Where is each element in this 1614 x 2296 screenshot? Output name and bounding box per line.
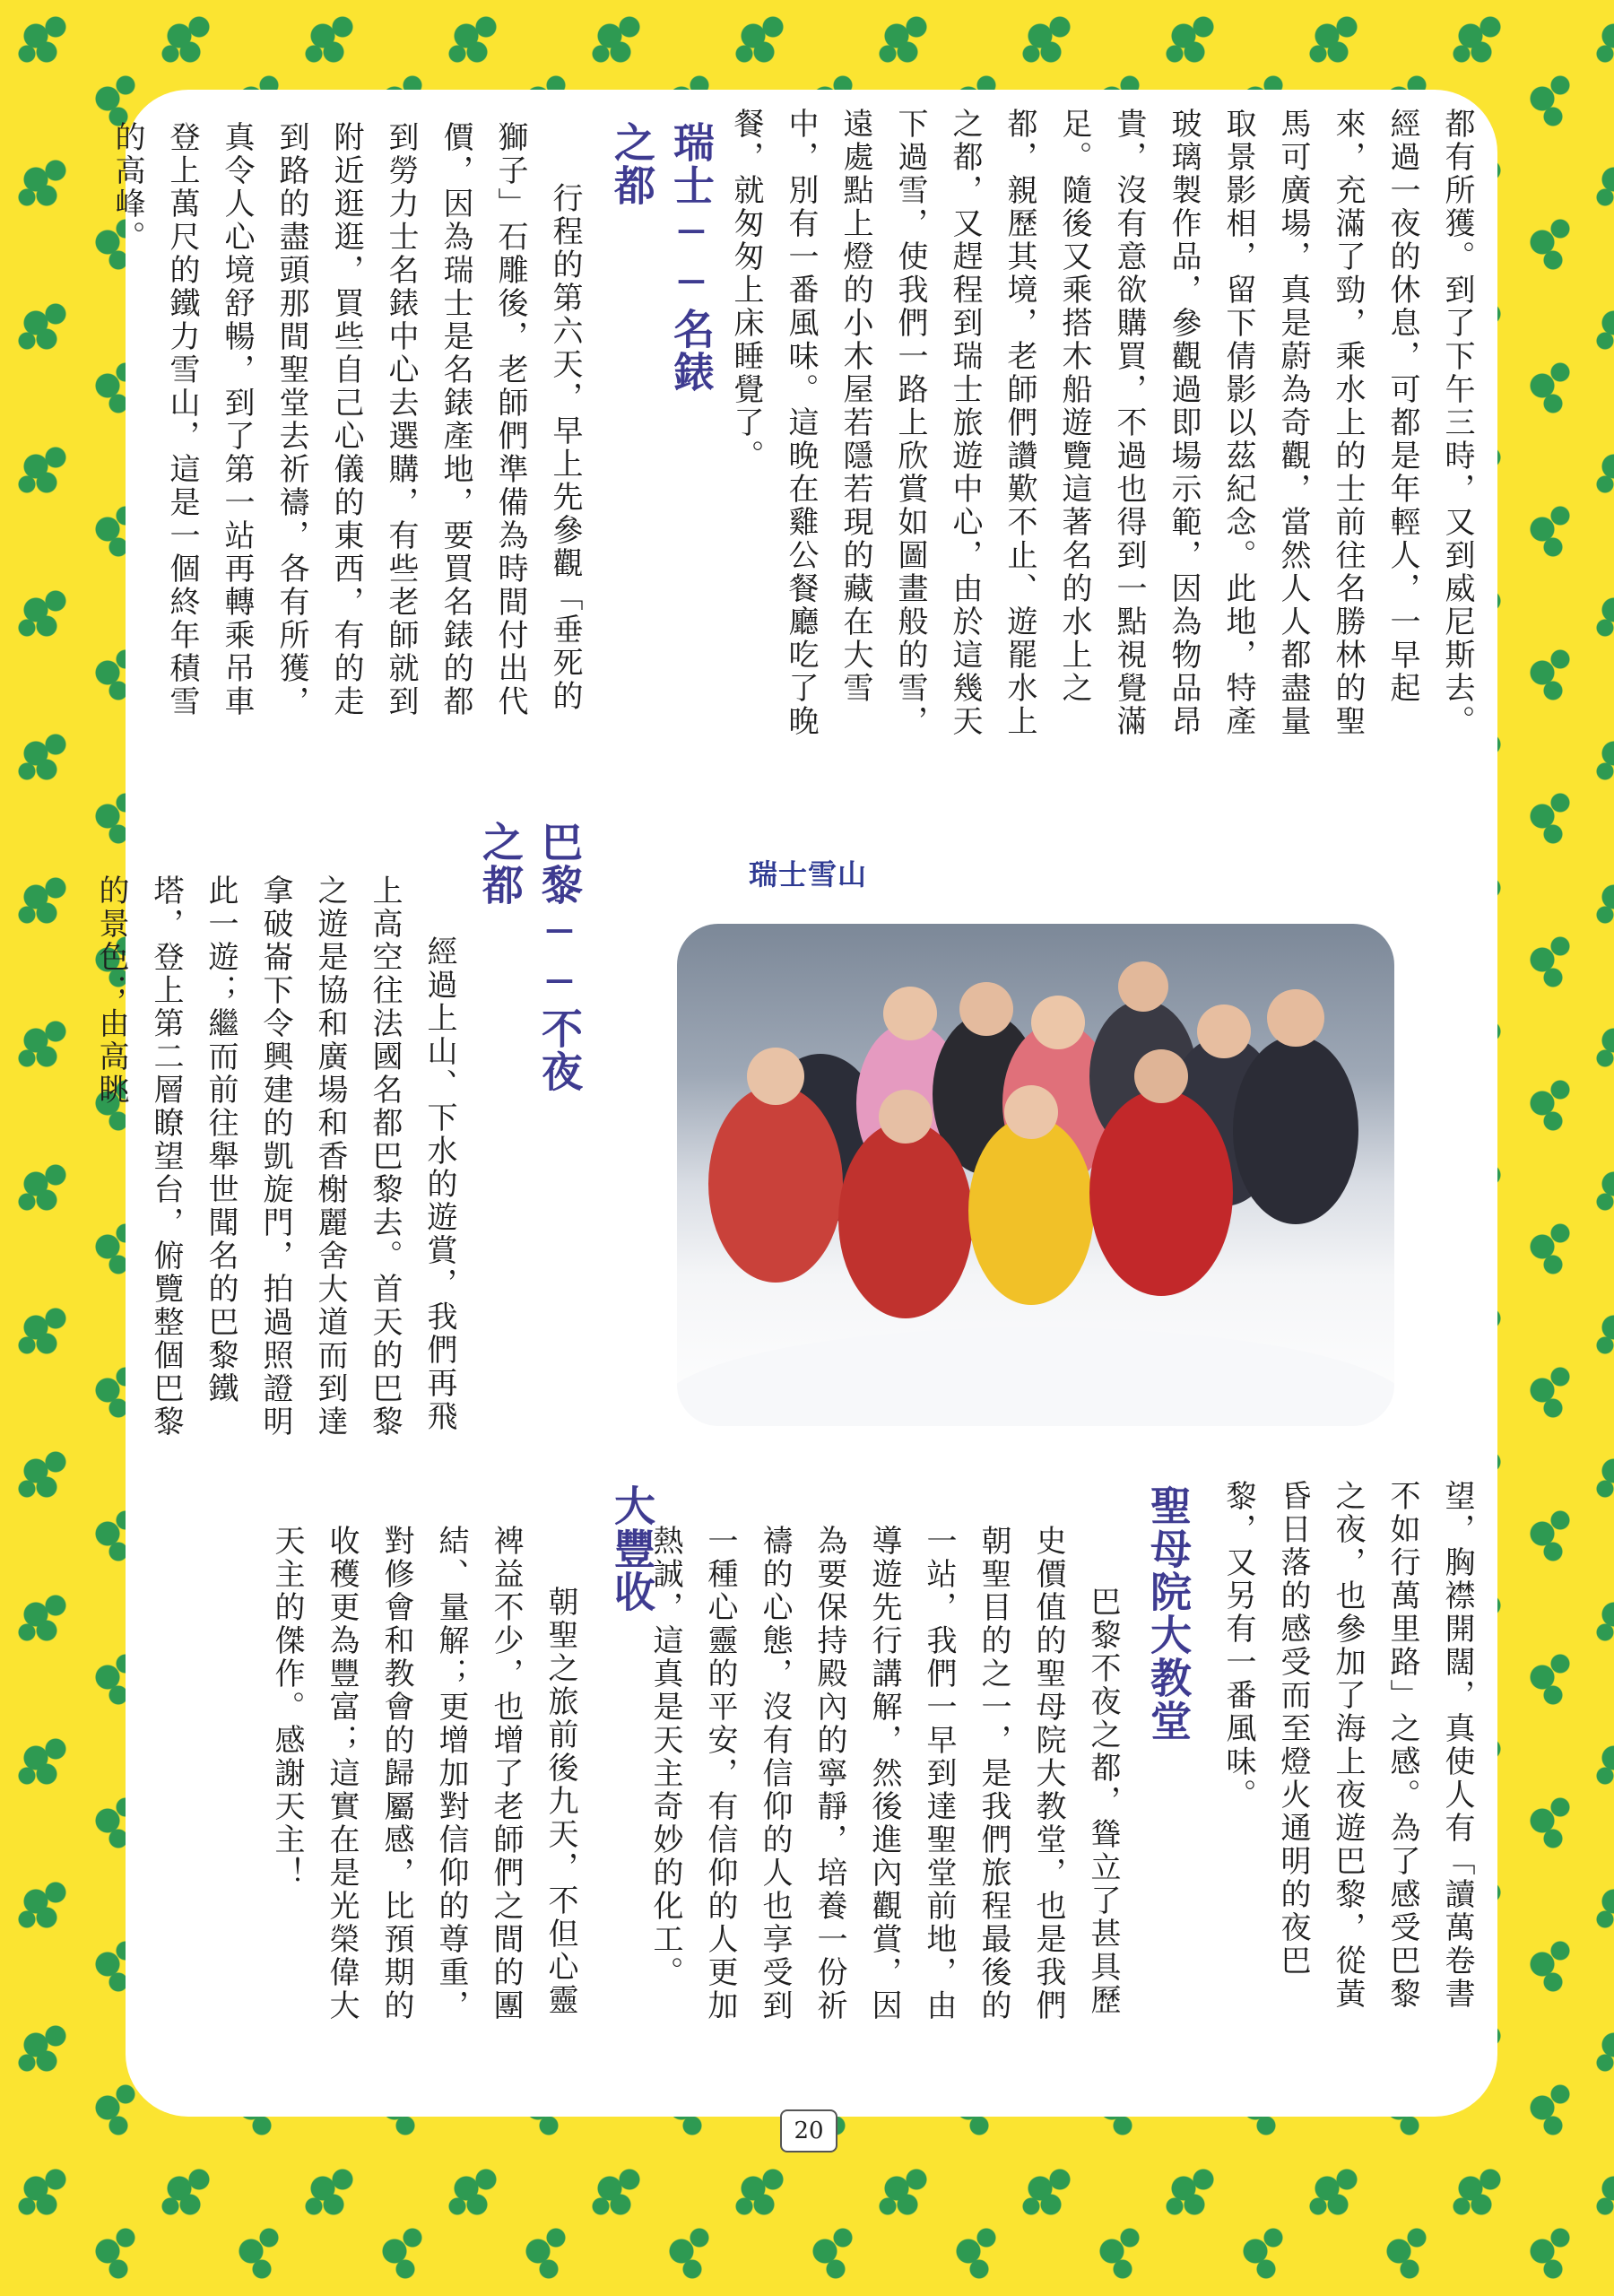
venice-paragraph xyxy=(728,108,1484,753)
paris-text: 經過上山、下水的遊賞，我們再飛上高空往法國名都巴黎去。首天的巴黎之遊是協和廣場和香榭麗舍大道而到達拿破崙下令興建的凱旋門，拍過照證明此一遊；繼而前往舉世聞名的巴黎鐵塔，登上第二層瞭望台，俯覽整個巴黎的景色；由高眺 xyxy=(93,874,457,1439)
harvest-paragraph xyxy=(269,1525,587,2027)
photo-caption: 瑞士雪山 xyxy=(749,857,868,891)
paris-heading: 巴黎──不夜之都 xyxy=(476,821,584,1093)
harvest-text: 朝聖之旅前後九天，不但心靈裨益不少，也增了老師們之間的團結、量解；更增加對信仰的尊重，對修會和教會的歸屬感，比預期的收穫更為豐富；這實在是光榮偉大天主的傑作。感謝天主！ xyxy=(269,1525,578,2022)
harvest-heading: 大豐收 xyxy=(608,1484,656,1613)
switzerland-text: 行程的第六天，早上先參觀「垂死的獅子」石雕後，老師們準備為時間付出代價，因為瑞士是名錶產地，要買名錶的都到勞力士名錶中心去選購，有些老師就到附近逛逛，買些自己心儀的東西，有的走到路的盡頭那間聖堂去祈禱，各有所獲，真令人心境舒暢，到了第一站再轉乘吊車登上萬尺的鐵力雪山，這是一個終年積雪的高峰。 xyxy=(109,121,583,718)
venice-text: 都有所獲。到了下午三時，又到威尼斯去。經過一夜的休息，可都是年輕人，一早起來，充滿了勁，乘水上的士前往名勝林的聖馬可廣場，真是蔚為奇觀，當然人人都盡量取景影相，留下倩影以茲紀念。此地，特產玻璃製作品，參觀過即場示範，因為物品昂貴，沒有意欲購買，不過也得到一點視覺滿足。隨後又乘搭木船遊覽這著名的水上之都，親歷其境，老師們讚歎不止、遊罷水上之都，又趕程到瑞士旅遊中心，由於這幾天下過雪，使我們一路上欣賞如圖畫般的雪，遠處點上燈的小木屋若隱若現的藏在大雪中，別有一番風味。這晚在雞公餐廳吃了晚餐，就匆匆上床睡覺了。 xyxy=(728,108,1475,738)
group-photo-swiss-snow-mountain xyxy=(677,924,1394,1426)
paris-paragraph xyxy=(93,874,466,1457)
notre-dame-paragraph xyxy=(647,1525,1130,2027)
paris-continuation-text: 望，胸襟開闊，真使人有「讀萬卷書不如行萬里路」之感。為了感受巴黎之夜，也參加了海上夜遊巴黎，從黃昏日落的感受而至燈火通明的夜巴黎，又另有一番風味。 xyxy=(1220,1480,1475,2011)
group-photo-illustration xyxy=(677,924,1394,1426)
notre-dame-text: 巴黎不夜之都，聳立了甚具歷史價值的聖母院大教堂，也是我們朝聖目的之一，是我們旅程最後的一站，我們一早到達聖堂前地，由導遊先行講解，然後進內觀賞，因為要保持殿內的寧靜，培養一份祈禱的心態，沒有信仰的人也享受到一種心靈的平安，有信仰的人更加熱誠，這真是天主奇妙的化工。 xyxy=(647,1525,1121,2022)
page-number: 20 xyxy=(780,2109,837,2152)
switzerland-paragraph xyxy=(109,121,592,731)
switzerland-heading: 瑞士──名錶之都 xyxy=(608,121,716,394)
notre-dame-heading: 聖母院大教堂 xyxy=(1144,1484,1193,1743)
paris-continuation-paragraph xyxy=(1188,1480,1484,2036)
